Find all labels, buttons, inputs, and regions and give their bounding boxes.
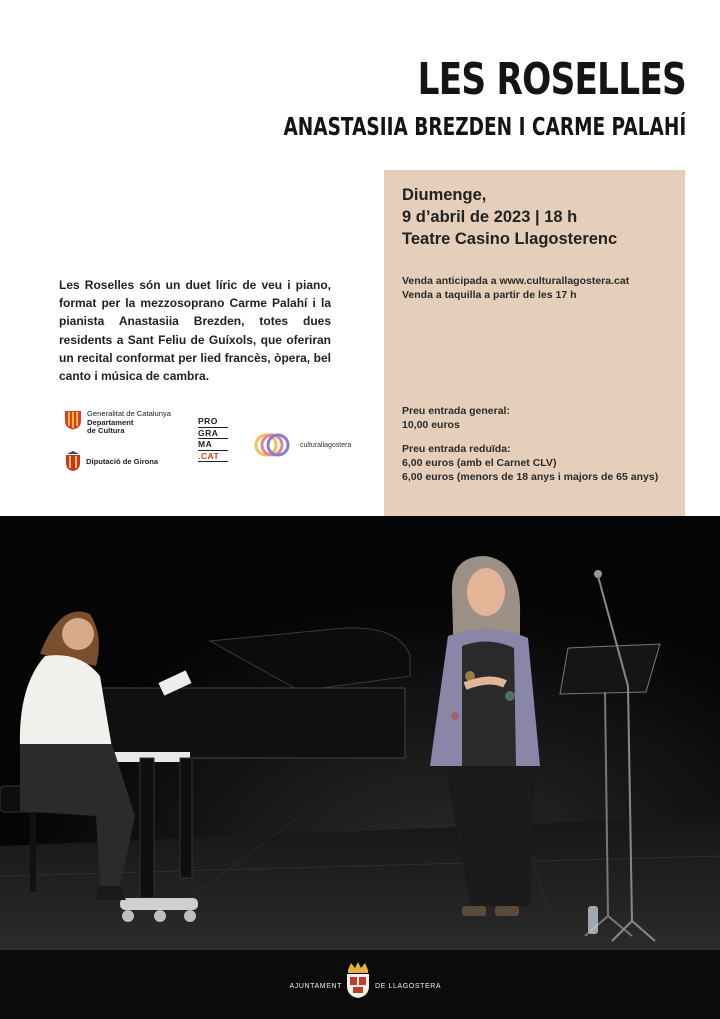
senyera-icon (64, 410, 82, 430)
programa-line-4: .CAT (198, 450, 228, 463)
event-info-box (384, 170, 685, 536)
programa-logo (198, 416, 228, 462)
cultura-llagostera-logo (254, 430, 351, 460)
diputacio-name: Diputació de Girona (86, 456, 159, 466)
reduced-price-value-2: 6,00 euros (menors de 18 anys i majors de 65 anys) (402, 471, 659, 483)
page-title: LES ROSELLES (417, 54, 686, 105)
advance-sale-text: Venda anticipada a www.culturallagostera.cat (402, 275, 630, 287)
cultura-name: culturallagostera (300, 441, 352, 449)
diputacio-logo (64, 450, 158, 472)
cultura-circles-icon (254, 430, 298, 460)
llagostera-crest-icon (344, 960, 372, 1000)
event-day: Diumenge, (402, 186, 487, 204)
gencat-dept-line1: Departament (87, 417, 134, 427)
gencat-dept-line2: de Cultura (87, 426, 125, 436)
programa-line-1: PRO (198, 416, 218, 426)
ticket-prices (402, 404, 658, 484)
general-price-label: Preu entrada general: (402, 405, 510, 417)
footer-text-right: DE LLAGOSTERA (375, 983, 442, 990)
general-price-value: 10,00 euros (402, 419, 460, 431)
description-text: Les Roselles són un duet líric de veu i piano, format per la mezzosoprano Carme Palahí i la pianista Anastasiia Brezden, totes dues residents a Sant Feliu de Guíxols, que oferiran un recital conformat per lied francès, òpera, bel canto i música de cambra. (59, 278, 331, 384)
reduced-price-label: Preu entrada reduïda: (402, 443, 511, 455)
box-office-text: Venda a taquilla a partir de les 17 h (402, 289, 577, 301)
event-date-time: 9 d’abril de 2023 | 18 h (402, 208, 578, 226)
performance-scene-image (0, 516, 720, 950)
ticket-sales (402, 274, 629, 302)
programa-line-3: MA (198, 438, 228, 450)
page-subtitle: ANASTASIIA BREZDEN I CARME PALAHÍ (283, 112, 686, 141)
gencat-logo (64, 410, 171, 436)
event-venue: Teatre Casino Llagosterenc (402, 230, 618, 248)
diputacio-crest-icon (64, 450, 82, 472)
event-details (402, 184, 617, 250)
performance-photo (0, 516, 720, 950)
reduced-price-value-1: 6,00 euros (amb el Carnet CLV) (402, 457, 557, 469)
gencat-name: Generalitat de Catalunya (87, 409, 172, 418)
footer-text-left: AJUNTAMENT (289, 983, 342, 990)
programa-line-2: GRA (198, 427, 228, 439)
